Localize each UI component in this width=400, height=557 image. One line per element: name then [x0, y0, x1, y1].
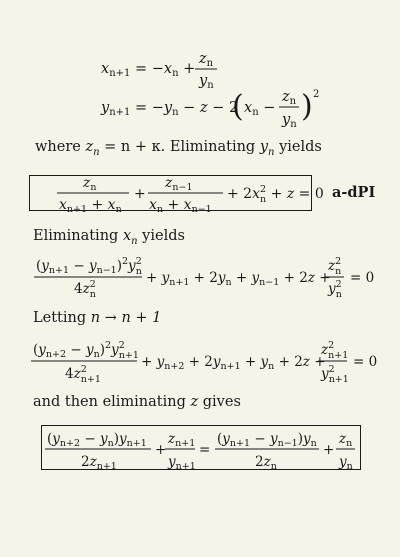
svg-text:xn + xn−1: $x_n + x_{n-1}$ [149, 197, 212, 215]
svg-text:= 0: = 0 [350, 270, 375, 286]
letting-word: Letting [33, 310, 91, 326]
svg-text:xn+1 = −xn +: $x_{n+1} = -x_n$ + [101, 61, 196, 79]
svg-text:zn: $z_n$ [339, 431, 353, 449]
svg-text:+ 2x2n + z = 0: + $2x^2$ n + z = 0 [227, 184, 324, 205]
svg-text:zn−1: $z_{n-1}$ [165, 175, 193, 193]
letting-math: n → n + 1 [90, 310, 162, 326]
svg-text:yn+1: $y_{n+1}$ [168, 454, 196, 472]
svg-text:2: 2 [313, 89, 320, 100]
svg-text:z2n+1: $z^2$ n+1 [321, 340, 349, 361]
svg-text:yn: $y_n$ [282, 112, 297, 130]
svg-text:2zn: $2z_n$ [255, 454, 277, 472]
svg-text:zn: $z_n$ [282, 89, 297, 107]
svg-text:y2n+1: $y^2$ n+1 [321, 364, 349, 385]
eliminating-xn-line: Eliminating $x_n$ yields [33, 228, 185, 247]
svg-text:yn+1 = −yn − z − 2: $y_{n+1} = -y_n - z - 2$ [101, 100, 239, 118]
svg-text:zn+1: $z_{n+1}$ [168, 431, 196, 449]
svg-text:(: ( [232, 89, 244, 124]
svg-text:y2n: $y^2$ n [328, 279, 342, 300]
letting-line [33, 310, 161, 326]
then-end: gives [198, 394, 241, 410]
svg-text:+ yn+1 + 2yn + yn−1 + 2z +: + $y_{n+1} + 2y_n + y_{n-1} + 2z$ + [146, 270, 331, 288]
then-eliminating-line [33, 394, 241, 410]
svg-text:yn: $y_n$ [199, 73, 214, 91]
svg-text:4z2n: $4z^2$ n [74, 279, 96, 300]
svg-text:+ yn+2 + 2yn+1 + yn + 2z +: + $y_{n+2} + 2y_{n+1} + y_n + 2z$ + [141, 354, 326, 372]
svg-text:): ) [301, 89, 313, 124]
svg-text:(yn+2 − yn)yn+1: $(y_{n+2} - y_n)y_{n+1}$ [47, 431, 147, 449]
equation-yn-discrete [32, 253, 387, 299]
where-yn: y [259, 139, 269, 155]
where-line: where $z_n = n + \kappa$. Eliminating $y_n$ yields [35, 139, 322, 158]
svg-text:(yn+2 − yn)2y2n+1: $(y_{n+2} - y_n)^2y^2$ n+1 [33, 340, 139, 361]
eliminating-x: x [122, 228, 132, 244]
svg-text:(yn+1 − yn−1)2y2n: $(y_{n+1} - y_{n-1})^2y^2$ n [36, 256, 142, 277]
where-rest: = n + κ. Eliminating [99, 139, 260, 155]
svg-text:+: + [323, 442, 335, 458]
svg-text:2zn+1: $2z_{n+1}$ [81, 454, 117, 472]
where-word: where [35, 139, 81, 155]
equation-xn-recurrence [31, 174, 324, 215]
svg-text:= 0: = 0 [353, 354, 378, 370]
equation-xn-plus-1 [95, 48, 235, 90]
svg-text:yn: $y_n$ [339, 454, 353, 472]
svg-text:4z2n+1: $4z^2$ n+1 [65, 364, 101, 385]
svg-text:xn+1 + xn: $x_{n+1} + x_n$ [59, 197, 122, 215]
then-eliminating-word: and then eliminating [33, 394, 191, 410]
equation-final [43, 426, 361, 470]
equation-yn-plus-1 [95, 85, 325, 133]
svg-text:+: + [134, 186, 146, 202]
where-z: z [85, 139, 94, 155]
svg-text:xn −: $x_n$ − [244, 100, 276, 118]
equation-label: a-dPI [332, 184, 376, 201]
eliminating-end: yields [137, 228, 185, 244]
svg-text:+: + [155, 442, 167, 458]
eliminating-word: Eliminating [33, 228, 123, 244]
equation-yn-shifted [29, 337, 389, 385]
then-z: z [190, 394, 199, 410]
svg-text:(yn+1 − yn−1)yn: $(y_{n+1} - y_{n-1})y_n$ [217, 431, 317, 449]
svg-text:z2n: $z^2$ n [328, 256, 342, 277]
svg-text:=: = [199, 442, 211, 458]
svg-text:zn: $z_n$ [83, 175, 97, 193]
svg-text:zn: $z_n$ [199, 51, 214, 69]
where-end: yields [274, 139, 322, 155]
